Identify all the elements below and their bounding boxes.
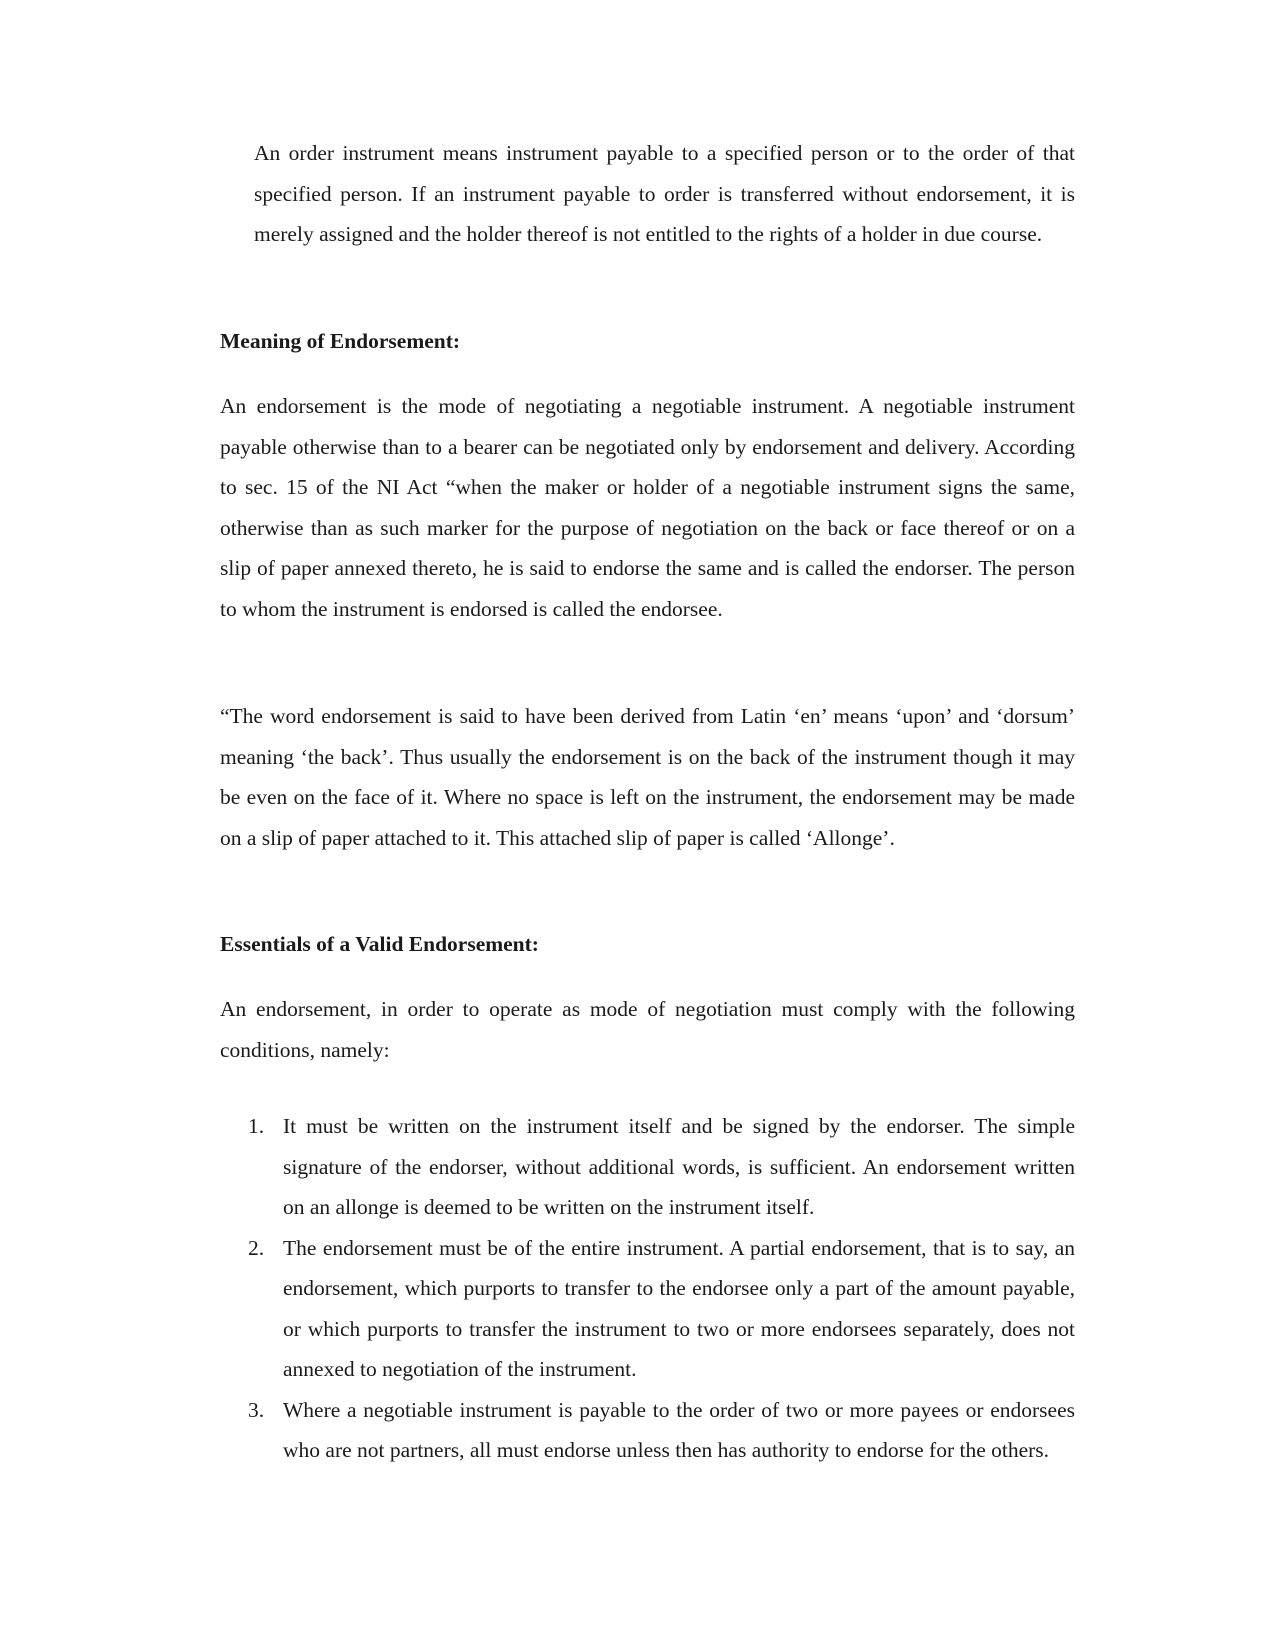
intro-paragraph: An order instrument means instrument payable to a specified person or to the order of that specified person. If an instrument payable to order is transferred without endorsement, it is merely assigned and the holder thereof is not entitled to the rights of a holder in due course. bbox=[254, 141, 1075, 246]
list-item-number: 3. bbox=[248, 1397, 265, 1422]
list-item bbox=[220, 1390, 1075, 1471]
list-item bbox=[220, 1228, 1075, 1390]
meaning-paragraph: An endorsement is the mode of negotiating a negotiable instrument. A negotiable instrument payable otherwise than to a bearer can be negotiated only by endorsement and delivery. According to sec. 15 of the NI Act “when the maker or holder of a negotiable instrument signs the same, otherwise than as such marker for the purpose of negotiation on the back or face thereof or on a slip of paper annexed thereto, he is said to endorse the same and is called the endorser. The person to whom the instrument is endorsed is called the endorsee. bbox=[220, 394, 1075, 621]
list-item-number: 1. bbox=[248, 1114, 265, 1138]
meaning-heading: Meaning of Endorsement: bbox=[220, 329, 461, 353]
essentials-intro: An endorsement, in order to operate as mode of negotiation must comply with the following conditions, namely: bbox=[220, 997, 1075, 1062]
etymology-paragraph: “The word endorsement is said to have been derived from Latin ‘en’ means ‘upon’ and ‘dorsum’ meaning ‘the back’. Thus usually the endorsement is on the back of the instrument though it may be even on the face of it. Where no space is left on the instrument, the endorsement may be made on a slip of paper attached to it. This attached slip of paper is called ‘Allonge’. bbox=[220, 704, 1075, 850]
essentials-list bbox=[220, 1106, 1075, 1471]
list-item bbox=[220, 1106, 1075, 1228]
list-item-text: It must be written on the instrument itself and be signed by the endorser. The simple signature of the endorser, without additional words, is sufficient. An endorsement written on an allonge is deemed to be written on the instrument itself. bbox=[283, 1114, 1075, 1219]
list-item-number: 2. bbox=[248, 1235, 265, 1260]
list-item-text: The endorsement must be of the entire instrument. A partial endorsement, that is to say, an endorsement, which purports to transfer to the endorsee only a part of the amount payable, or which purports to transfer the instrument to two or more endorsees separately, does not annexed to negotiation of the instrument. bbox=[283, 1235, 1075, 1381]
essentials-heading: Essentials of a Valid Endorsement: bbox=[220, 932, 539, 956]
list-item-text: Where a negotiable instrument is payable to the order of two or more payees or endorsees who are not partners, all must endorse unless then has authority to endorse for the others. bbox=[283, 1397, 1075, 1462]
